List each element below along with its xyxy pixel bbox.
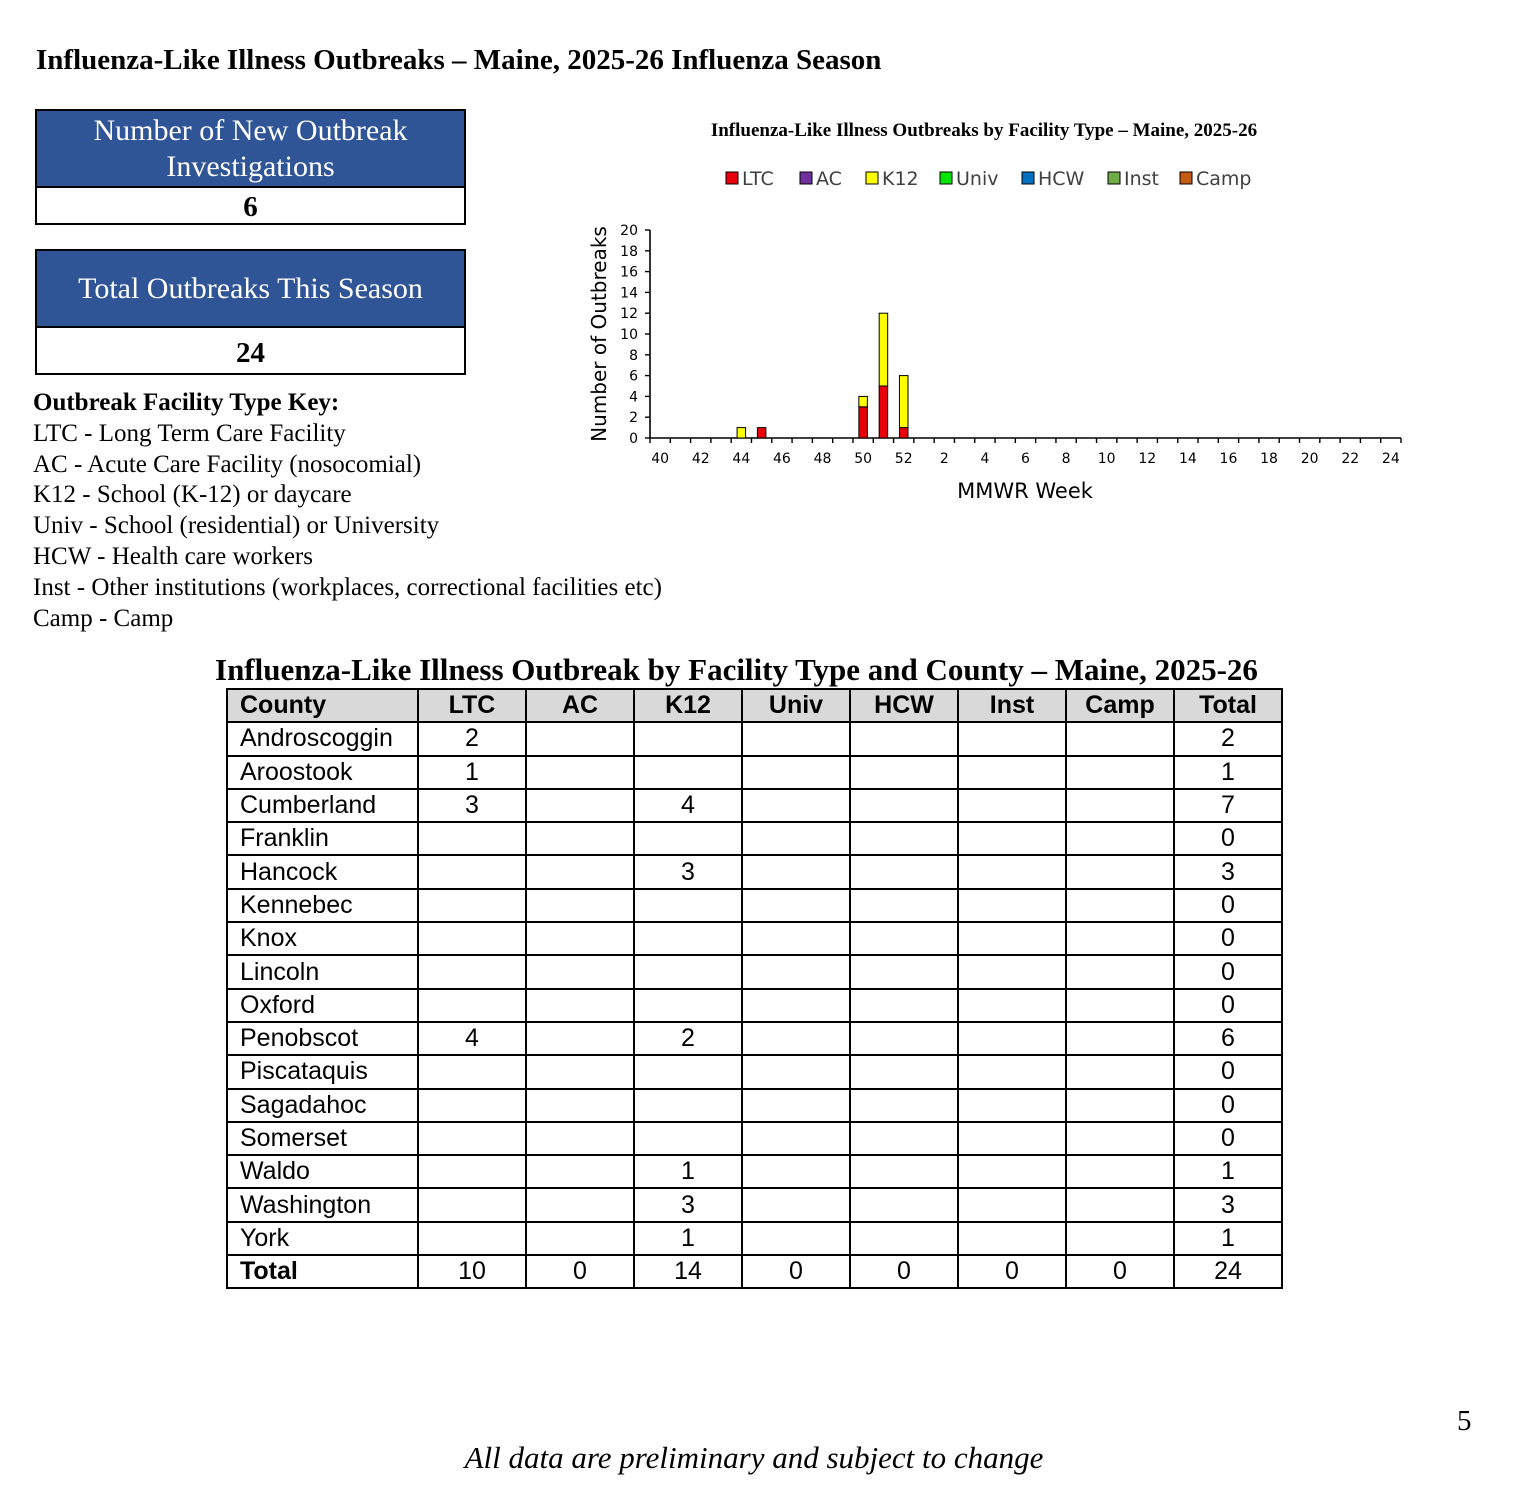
count-cell: 3 <box>634 1188 742 1221</box>
total-outbreaks-value: 24 <box>37 328 464 373</box>
count-cell <box>418 989 526 1022</box>
count-cell <box>634 822 742 855</box>
x-tick-label: 6 <box>1021 451 1030 467</box>
facility-key-item: AC - Acute Care Facility (nosocomial) <box>33 450 422 478</box>
count-cell: 4 <box>634 789 742 822</box>
table-row <box>227 1222 1282 1255</box>
count-cell <box>742 922 850 955</box>
count-cell <box>526 1155 634 1188</box>
count-cell: 2 <box>634 1022 742 1055</box>
count-cell <box>526 1055 634 1088</box>
count-cell <box>1066 989 1174 1022</box>
count-cell: 10 <box>418 1255 526 1288</box>
count-cell <box>742 1155 850 1188</box>
count-cell <box>1066 1222 1174 1255</box>
column-header-ltc: LTC <box>418 689 526 722</box>
legend-swatch-ltc <box>726 172 738 184</box>
count-cell <box>850 1122 958 1155</box>
count-cell <box>418 1155 526 1188</box>
x-tick-label: 16 <box>1219 451 1238 467</box>
table-title: Influenza-Like Illness Outbreak by Facility Type and County – Maine, 2025-26 <box>215 652 1258 687</box>
count-cell <box>526 756 634 789</box>
column-header-county: County <box>227 689 418 722</box>
count-cell <box>1066 822 1174 855</box>
count-cell <box>1066 789 1174 822</box>
count-cell <box>634 1055 742 1088</box>
column-header-total: Total <box>1174 689 1282 722</box>
count-cell <box>1066 889 1174 922</box>
x-tick-label: 18 <box>1260 451 1278 467</box>
count-cell <box>742 1122 850 1155</box>
count-cell: 0 <box>1174 989 1282 1022</box>
count-cell <box>958 855 1066 888</box>
count-cell <box>958 756 1066 789</box>
count-cell <box>526 1089 634 1122</box>
page-title: Influenza-Like Illness Outbreaks – Maine, 2025-26 Influenza Season <box>36 44 882 76</box>
count-cell <box>850 955 958 988</box>
county-name-cell: Oxford <box>227 989 418 1022</box>
count-cell <box>742 1222 850 1255</box>
count-cell: 0 <box>958 1255 1066 1288</box>
facility-key-item: K12 - School (K-12) or daycare <box>33 481 352 509</box>
count-cell <box>526 955 634 988</box>
count-cell <box>850 1022 958 1055</box>
count-cell <box>958 1022 1066 1055</box>
total-label-cell: Total <box>227 1255 418 1288</box>
count-cell: 1 <box>634 1222 742 1255</box>
y-tick-label: 8 <box>629 347 638 364</box>
count-cell <box>850 822 958 855</box>
legend-swatch-inst <box>1108 172 1120 184</box>
table-row <box>227 1055 1282 1088</box>
table-row <box>227 855 1282 888</box>
legend-swatch-k12 <box>866 172 878 184</box>
county-name-cell: Waldo <box>227 1155 418 1188</box>
count-cell <box>850 1222 958 1255</box>
column-header-k12: K12 <box>634 689 742 722</box>
count-cell <box>1066 955 1174 988</box>
legend-label-k12: K12 <box>882 168 919 190</box>
count-cell <box>526 822 634 855</box>
count-cell <box>418 1055 526 1088</box>
bar-k12-week-51 <box>879 313 888 386</box>
new-investigations-label-line2: Investigations <box>166 149 335 183</box>
county-name-cell: Knox <box>227 922 418 955</box>
count-cell <box>850 1155 958 1188</box>
legend-swatch-ac <box>800 172 812 184</box>
y-tick-label: 18 <box>620 243 638 260</box>
county-name-cell: Cumberland <box>227 789 418 822</box>
count-cell <box>418 1222 526 1255</box>
count-cell: 4 <box>418 1022 526 1055</box>
x-tick-label: 42 <box>691 451 710 467</box>
count-cell <box>526 922 634 955</box>
x-tick-label: 46 <box>773 451 791 467</box>
count-cell <box>742 989 850 1022</box>
total-outbreaks-box <box>35 249 466 375</box>
county-name-cell: Aroostook <box>227 756 418 789</box>
count-cell: 0 <box>526 1255 634 1288</box>
count-cell <box>958 822 1066 855</box>
x-tick-label: 12 <box>1138 451 1157 467</box>
facility-key-item: LTC - Long Term Care Facility <box>33 419 346 447</box>
count-cell: 14 <box>634 1255 742 1288</box>
y-tick-label: 20 <box>620 223 638 239</box>
bar-k12-week-50 <box>859 396 868 406</box>
count-cell <box>742 955 850 988</box>
count-cell <box>958 1122 1066 1155</box>
count-cell <box>1066 1188 1174 1221</box>
count-cell <box>958 922 1066 955</box>
count-cell <box>850 1188 958 1221</box>
count-cell <box>526 789 634 822</box>
count-cell <box>418 1122 526 1155</box>
count-cell <box>634 722 742 755</box>
count-cell <box>958 722 1066 755</box>
column-header-camp: Camp <box>1066 689 1174 722</box>
count-cell <box>418 889 526 922</box>
count-cell <box>1066 1122 1174 1155</box>
column-header-inst: Inst <box>958 689 1066 722</box>
table-row <box>227 1122 1282 1155</box>
count-cell <box>526 722 634 755</box>
count-cell: 0 <box>1174 1089 1282 1122</box>
facility-key-item: Inst - Other institutions (workplaces, correctional facilities etc) <box>33 573 662 601</box>
chart-title: Influenza-Like Illness Outbreaks by Facility Type – Maine, 2025-26 <box>710 120 1258 141</box>
bar-ltc-week-52 <box>899 428 908 438</box>
count-cell: 1 <box>418 756 526 789</box>
count-cell: 3 <box>1174 855 1282 888</box>
table-row <box>227 1022 1282 1055</box>
count-cell <box>850 756 958 789</box>
x-tick-label: 40 <box>651 451 670 467</box>
table-row <box>227 1155 1282 1188</box>
county-name-cell: Washington <box>227 1188 418 1221</box>
table-row <box>227 756 1282 789</box>
count-cell <box>742 789 850 822</box>
count-cell: 1 <box>1174 1155 1282 1188</box>
count-cell: 2 <box>418 722 526 755</box>
count-cell: 0 <box>1174 955 1282 988</box>
y-tick-label: 16 <box>620 264 638 281</box>
count-cell <box>958 989 1066 1022</box>
count-cell <box>742 1022 850 1055</box>
count-cell <box>850 922 958 955</box>
count-cell: 0 <box>1174 1122 1282 1155</box>
facility-key-title: Outbreak Facility Type Key: <box>33 389 340 416</box>
count-cell: 2 <box>1174 722 1282 755</box>
count-cell <box>418 1089 526 1122</box>
count-cell: 3 <box>418 789 526 822</box>
count-cell <box>526 1122 634 1155</box>
county-name-cell: Franklin <box>227 822 418 855</box>
outbreaks-bar-chart <box>560 110 1430 510</box>
count-cell: 0 <box>742 1255 850 1288</box>
count-cell <box>634 756 742 789</box>
column-header-univ: Univ <box>742 689 850 722</box>
count-cell <box>742 1089 850 1122</box>
count-cell <box>850 722 958 755</box>
count-cell <box>850 889 958 922</box>
legend-label-univ: Univ <box>956 168 999 190</box>
legend-swatch-hcw <box>1022 172 1034 184</box>
table-header-row <box>227 689 1282 722</box>
legend-label-camp: Camp <box>1196 168 1252 190</box>
count-cell <box>634 889 742 922</box>
count-cell <box>742 1055 850 1088</box>
count-cell <box>850 1055 958 1088</box>
count-cell: 7 <box>1174 789 1282 822</box>
x-tick-label: 8 <box>1061 451 1071 467</box>
y-tick-label: 4 <box>629 389 638 406</box>
page-number: 5 <box>1457 1405 1472 1437</box>
count-cell <box>1066 756 1174 789</box>
count-cell: 24 <box>1174 1255 1282 1288</box>
table-row <box>227 955 1282 988</box>
new-investigations-label <box>37 111 464 188</box>
facility-key-item: Camp - Camp <box>33 604 174 632</box>
count-cell <box>850 1089 958 1122</box>
count-cell <box>418 822 526 855</box>
count-cell: 1 <box>1174 1222 1282 1255</box>
count-cell: 6 <box>1174 1022 1282 1055</box>
count-cell <box>526 855 634 888</box>
count-cell <box>526 1022 634 1055</box>
count-cell: 0 <box>1066 1255 1174 1288</box>
count-cell <box>742 822 850 855</box>
count-cell <box>958 955 1066 988</box>
county-name-cell: Penobscot <box>227 1022 418 1055</box>
bar-k12-week-44 <box>737 428 746 438</box>
count-cell: 3 <box>634 855 742 888</box>
x-tick-label: 50 <box>854 451 873 467</box>
count-cell <box>850 855 958 888</box>
county-name-cell: Sagadahoc <box>227 1089 418 1122</box>
legend-swatch-univ <box>940 172 952 184</box>
bar-k12-week-52 <box>899 376 908 428</box>
table-row <box>227 1188 1282 1221</box>
count-cell <box>634 922 742 955</box>
count-cell <box>1066 1055 1174 1088</box>
chart-plot-area <box>620 223 1401 467</box>
table-row <box>227 789 1282 822</box>
table-row <box>227 922 1282 955</box>
count-cell: 3 <box>1174 1188 1282 1221</box>
footer-note: All data are preliminary and subject to change <box>464 1440 1044 1475</box>
total-outbreaks-label: Total Outbreaks This Season <box>37 251 464 328</box>
count-cell <box>418 922 526 955</box>
x-tick-label: 44 <box>732 451 751 467</box>
count-cell <box>526 1188 634 1221</box>
x-tick-label: 2 <box>939 451 949 467</box>
bar-ltc-week-50 <box>859 407 868 438</box>
count-cell <box>958 1222 1066 1255</box>
facility-key-item: Univ - School (residential) or University <box>33 512 440 540</box>
count-cell <box>1066 855 1174 888</box>
legend-label-inst: Inst <box>1124 168 1159 190</box>
table-row <box>227 889 1282 922</box>
legend-label-hcw: HCW <box>1038 168 1085 190</box>
county-name-cell: Hancock <box>227 855 418 888</box>
y-tick-label: 10 <box>620 327 638 343</box>
count-cell <box>418 1188 526 1221</box>
table-row <box>227 722 1282 755</box>
bar-ltc-week-51 <box>879 386 888 438</box>
legend-label-ac: AC <box>816 168 842 190</box>
legend-label-ltc: LTC <box>742 168 774 190</box>
bar-ltc-week-45 <box>757 428 766 438</box>
chart-y-label: Number of Outbreaks <box>587 226 611 442</box>
count-cell <box>1066 1155 1174 1188</box>
legend-swatch-camp <box>1180 172 1192 184</box>
count-cell: 0 <box>1174 1055 1282 1088</box>
count-cell <box>958 1089 1066 1122</box>
x-tick-label: 48 <box>813 451 832 467</box>
x-tick-label: 24 <box>1381 451 1400 467</box>
county-name-cell: Kennebec <box>227 889 418 922</box>
table-row <box>227 1089 1282 1122</box>
new-investigations-box <box>35 109 466 225</box>
count-cell <box>1066 922 1174 955</box>
table-row <box>227 989 1282 1022</box>
x-tick-label: 52 <box>894 451 913 467</box>
table-total-row <box>227 1255 1282 1288</box>
count-cell <box>1066 1022 1174 1055</box>
count-cell <box>850 989 958 1022</box>
new-investigations-value: 6 <box>37 188 464 223</box>
count-cell <box>742 889 850 922</box>
count-cell <box>958 1055 1066 1088</box>
count-cell: 0 <box>1174 822 1282 855</box>
count-cell <box>418 855 526 888</box>
count-cell: 0 <box>1174 922 1282 955</box>
count-cell: 1 <box>1174 756 1282 789</box>
x-tick-label: 22 <box>1341 451 1360 467</box>
county-name-cell: Piscataquis <box>227 1055 418 1088</box>
count-cell <box>526 1222 634 1255</box>
count-cell <box>1066 1089 1174 1122</box>
count-cell <box>742 756 850 789</box>
county-name-cell: Lincoln <box>227 955 418 988</box>
count-cell <box>742 1188 850 1221</box>
count-cell <box>634 1122 742 1155</box>
chart-x-label: MMWR Week <box>957 479 1093 503</box>
y-tick-label: 12 <box>620 306 638 323</box>
county-name-cell: York <box>227 1222 418 1255</box>
count-cell <box>958 1188 1066 1221</box>
table-row <box>227 822 1282 855</box>
x-tick-label: 14 <box>1178 451 1197 467</box>
county-outbreak-table <box>226 688 1283 1289</box>
count-cell <box>958 1155 1066 1188</box>
facility-key-item: HCW - Health care workers <box>33 542 313 570</box>
count-cell <box>742 855 850 888</box>
count-cell <box>634 955 742 988</box>
count-cell: 0 <box>1174 889 1282 922</box>
count-cell <box>850 789 958 822</box>
count-cell <box>526 989 634 1022</box>
y-tick-label: 2 <box>629 410 638 427</box>
count-cell <box>742 722 850 755</box>
column-header-hcw: HCW <box>850 689 958 722</box>
count-cell <box>958 889 1066 922</box>
count-cell <box>418 955 526 988</box>
new-investigations-label-line1: Number of New Outbreak <box>93 113 408 147</box>
count-cell <box>1066 722 1174 755</box>
count-cell <box>526 889 634 922</box>
count-cell <box>634 989 742 1022</box>
count-cell <box>958 789 1066 822</box>
count-cell: 1 <box>634 1155 742 1188</box>
x-tick-label: 20 <box>1300 451 1319 467</box>
x-tick-label: 10 <box>1097 451 1116 467</box>
x-tick-label: 4 <box>980 451 990 467</box>
column-header-ac: AC <box>526 689 634 722</box>
y-tick-label: 0 <box>629 431 638 447</box>
county-name-cell: Androscoggin <box>227 722 418 755</box>
chart-legend <box>726 168 1251 190</box>
y-tick-label: 6 <box>629 368 638 385</box>
count-cell: 0 <box>850 1255 958 1288</box>
y-tick-label: 14 <box>620 285 638 302</box>
county-name-cell: Somerset <box>227 1122 418 1155</box>
count-cell <box>634 1089 742 1122</box>
